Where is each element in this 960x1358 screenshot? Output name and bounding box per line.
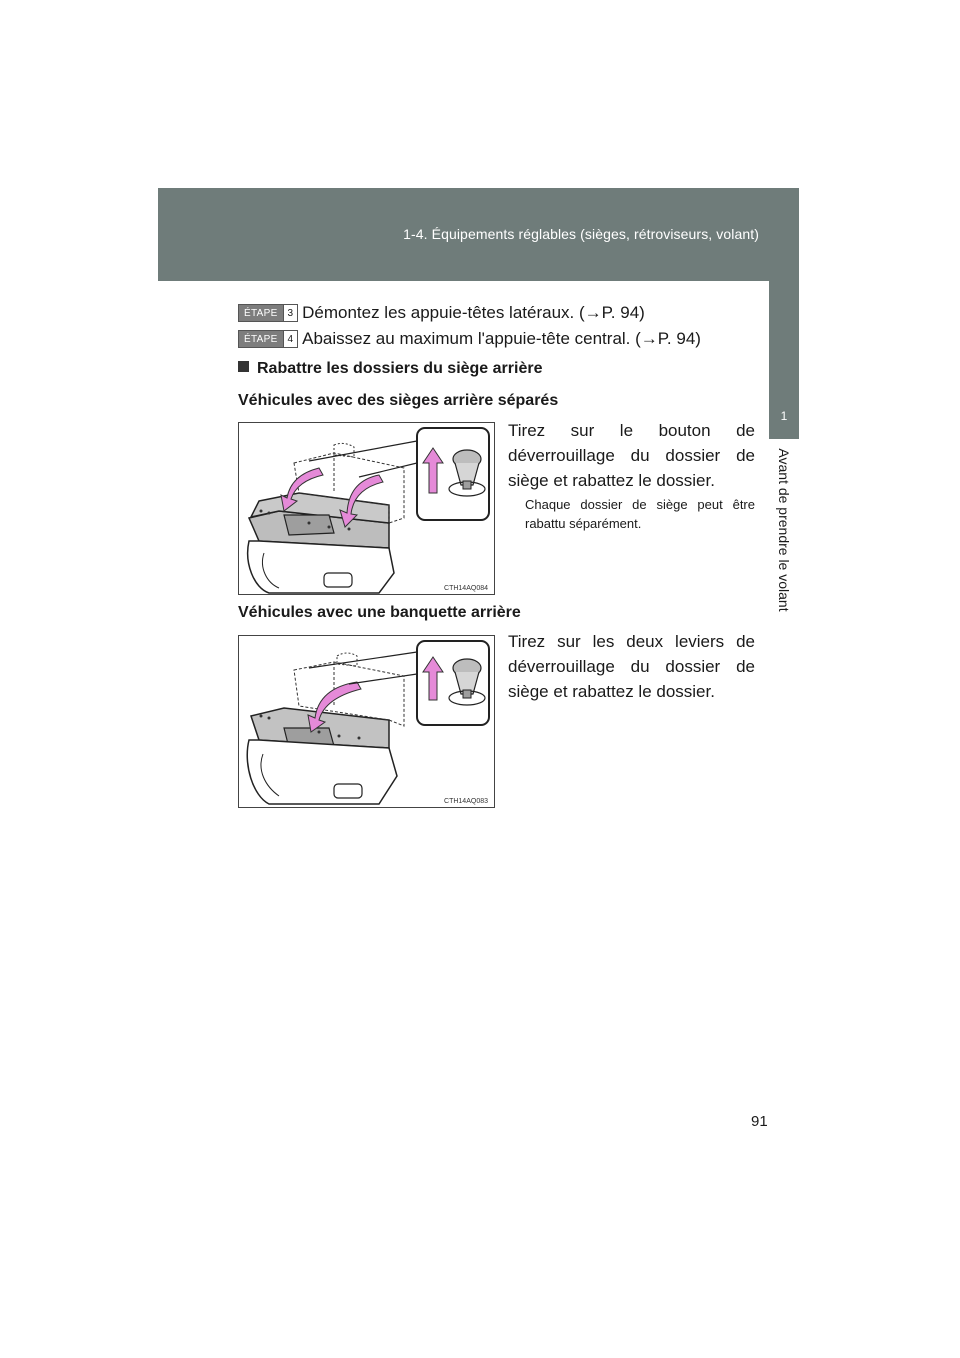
figure-separate-seats: [238, 422, 495, 595]
step-badge-word: ÉTAPE: [239, 331, 283, 347]
square-bullet-icon: [238, 361, 249, 372]
section-heading: [238, 360, 542, 378]
step-badge: [238, 304, 298, 322]
bench-fold-illustration: [239, 636, 496, 809]
subheading-separate-seats: Véhicules avec des sièges arrière séparés: [238, 392, 559, 409]
figure-bench-seat: [238, 635, 495, 808]
step-4: [238, 329, 701, 349]
figure-code: CTH14AQ083: [444, 798, 488, 805]
step-badge: [238, 330, 298, 348]
figure-code: CTH14AQ084: [444, 585, 488, 592]
step-badge-number: 3: [283, 305, 298, 321]
step-3: [238, 303, 645, 323]
seat-fold-illustration: [239, 423, 496, 596]
step-text: Démontez les appuie-têtes latéraux. (→P. 94): [302, 303, 645, 322]
step-text: Abaissez au maximum l'appuie-tête central. (→P. 94): [302, 329, 701, 348]
subheading-bench-seat: Véhicules avec une banquette arrière: [238, 604, 521, 621]
step-badge-number: 4: [283, 331, 298, 347]
chapter-number: 1: [780, 409, 788, 423]
chapter-tab: [769, 281, 799, 439]
instruction-separate-seats: Tirez sur le bouton de déverrouillage du dossier de siège et rabattez le dossier.: [508, 421, 755, 490]
section-heading-text: Rabattre les dossiers du siège arrière: [257, 360, 543, 377]
section-header-band: [158, 188, 799, 281]
page-number: 91: [751, 1113, 768, 1130]
instruction-bench-seat: Tirez sur les deux leviers de déverrouillage du dossier de siège et rabattez le dossier.: [508, 632, 755, 701]
note-separate-seats: Chaque dossier de siège peut être rabattu séparément.: [525, 497, 755, 531]
chapter-label: Avant de prendre le volant: [776, 448, 792, 612]
section-title: 1-4. Équipements réglables (sièges, rétroviseurs, volant): [403, 226, 759, 242]
step-badge-word: ÉTAPE: [239, 305, 283, 321]
